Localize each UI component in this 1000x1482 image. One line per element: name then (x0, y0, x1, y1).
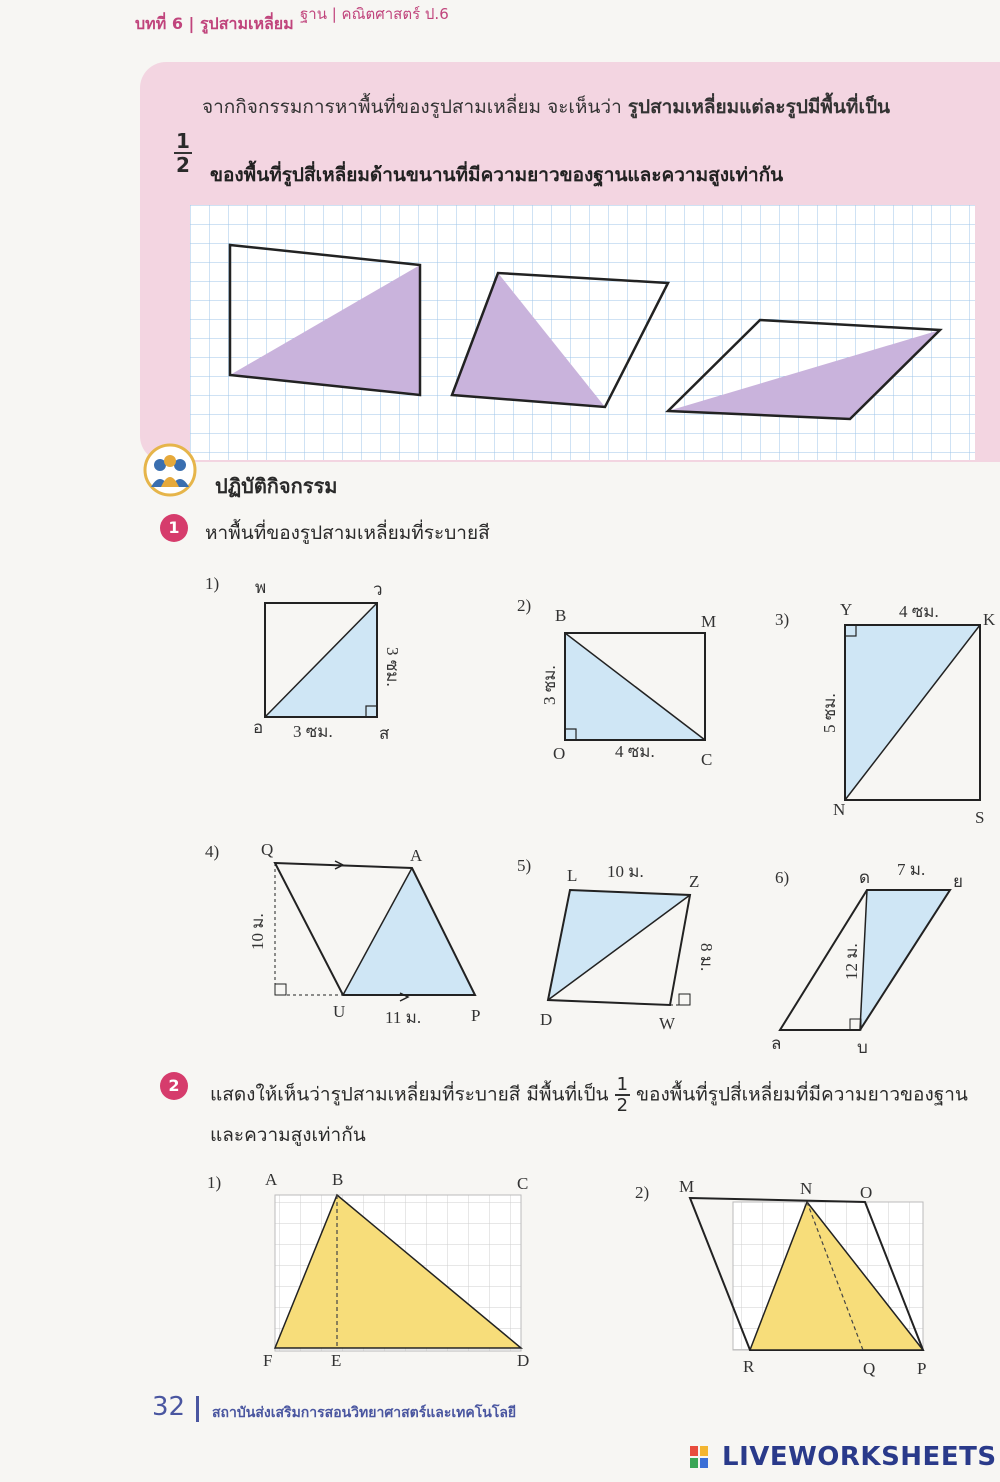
item-5-dim-top: 10 ม. (607, 862, 644, 881)
q2-item-1-label-e: E (331, 1351, 342, 1370)
item-4-label-tr: A (410, 846, 423, 865)
item-4-label-br: P (471, 1006, 481, 1025)
item-4-shaded-triangle (343, 868, 475, 995)
q2-item-2-label-r: R (743, 1357, 755, 1376)
item-4-label-tl: Q (261, 840, 274, 859)
item-3-number: 3) (775, 610, 790, 629)
item-3-label-br: S (975, 808, 985, 827)
question-2-fraction: $\frac{1}{2}$ (616, 1074, 629, 1116)
q2-item-2-label-p: P (917, 1359, 927, 1378)
item-2-label-bl: O (553, 744, 566, 763)
item-1-label-tl: พ (255, 578, 267, 597)
q2-item-2-label-o: O (860, 1183, 873, 1202)
q2-item-2-label-m: M (679, 1177, 695, 1196)
intro-line-1: จากกิจกรรมการหาพื้นที่ของรูปสามเหลี่ยม จะเห็นว่า รูปสามเหลี่ยมแต่ละรูปมีพื้นที่เป็น (202, 96, 890, 118)
item-2-label-tl: B (555, 606, 567, 625)
item-1-label-tr: ว (373, 580, 383, 599)
page-number: 32 (152, 1392, 186, 1422)
item-3-label-bl: N (833, 800, 846, 819)
item-5-number: 5) (517, 856, 532, 875)
item-3-label-tl: Y (840, 600, 853, 619)
q2-item-1-label-b: B (332, 1170, 344, 1189)
concept-grid-figure (190, 205, 975, 465)
header-chapter: บทที่ 6 | รูปสามเหลี่ยม (135, 14, 294, 33)
item-6-number: 6) (775, 868, 790, 887)
watermark: LIVEWORKSHEETS (722, 1442, 997, 1472)
item-6-dim-top: 7 ม. (897, 860, 926, 879)
intro-line-2: ของพื้นที่รูปสี่เหลี่ยมด้านขนานที่มีความยาวของฐานและความสูงเท่ากัน (210, 164, 784, 186)
item-1-number: 1) (205, 574, 220, 593)
item-6-label-br: บ (857, 1038, 868, 1057)
item-4-number: 4) (205, 842, 220, 861)
item-2-label-br: C (701, 750, 713, 769)
q2-item-1-label-a: A (265, 1170, 278, 1189)
question-1-text: หาพื้นที่ของรูปสามเหลี่ยมที่ระบายสี (205, 522, 490, 544)
item-2-number: 2) (517, 596, 532, 615)
q2-item-1-label-d: D (517, 1351, 530, 1370)
item-2-label-tr: M (701, 612, 717, 631)
q2-item-2-number: 2) (635, 1183, 650, 1202)
question-number-2: 2 (160, 1072, 188, 1100)
item-1-label-bl: อ (253, 718, 264, 737)
item-2-dim-left: 3 ซม. (540, 665, 559, 705)
q2-item-1-label-f: F (263, 1351, 273, 1370)
item-4-dim-bottom: 11 ม. (385, 1008, 422, 1027)
item-3-label-tr: K (983, 610, 996, 629)
liveworksheets-logo-icon (690, 1446, 718, 1470)
item-6-label-bl: ล (771, 1034, 782, 1053)
activity-icon (143, 443, 197, 497)
item-4-label-bl: U (333, 1002, 346, 1021)
item-4-dim-left: 10 ม. (248, 913, 267, 950)
question-2-text-cont: และความสูงเท่ากัน (210, 1124, 366, 1146)
item-3-dim-left: 5 ซม. (820, 693, 839, 733)
question-number-1: 1 (160, 514, 188, 542)
section-title: ปฏิบัติกิจกรรม (215, 474, 338, 498)
item-5-label-tl: L (567, 866, 578, 885)
question-2-text: แสดงให้เห็นว่ารูปสามเหลี่ยมที่ระบายสี มีพื้นที่เป็น $\frac{1}{2}$ ของพื้นที่รูปสี่เหลี่ยมที่มีความยาวของฐาน (210, 1074, 968, 1116)
item-5-label-tr: Z (689, 872, 700, 891)
item-1-dim-right: 3 ซม. (383, 647, 402, 687)
item-5-label-br: W (659, 1014, 676, 1033)
item-6-label-tr: ย (953, 872, 963, 891)
item-5-label-bl: D (540, 1010, 553, 1029)
item-6-dim-height: 12 ม. (842, 943, 861, 980)
header-subject: ฐาน | คณิตศาสตร์ ป.6 (300, 5, 449, 23)
question-2-figures (195, 1160, 985, 1390)
item-6-label-tl: ด (859, 868, 871, 887)
q2-item-1-label-c: C (517, 1174, 529, 1193)
item-2-dim-bottom: 4 ซม. (615, 742, 655, 761)
intro-fraction: $\frac{1}{2}$ (176, 129, 190, 177)
item-3-dim-top: 4 ซม. (899, 602, 939, 621)
q2-item-2-label-n: N (800, 1179, 813, 1198)
q2-item-1-number: 1) (207, 1173, 222, 1192)
q2-item-2-label-q: Q (863, 1359, 876, 1378)
footer-organization: สถาบันส่งเสริมการสอนวิทยาศาสตร์และเทคโนโลยี (212, 1405, 517, 1421)
item-1-dim-bottom: 3 ซม. (293, 722, 333, 741)
footer-divider (196, 1396, 199, 1422)
question-1-figures (195, 565, 1000, 1065)
item-1-label-br: ส (379, 724, 390, 743)
item-5-dim-right: 8 ม. (697, 943, 716, 972)
